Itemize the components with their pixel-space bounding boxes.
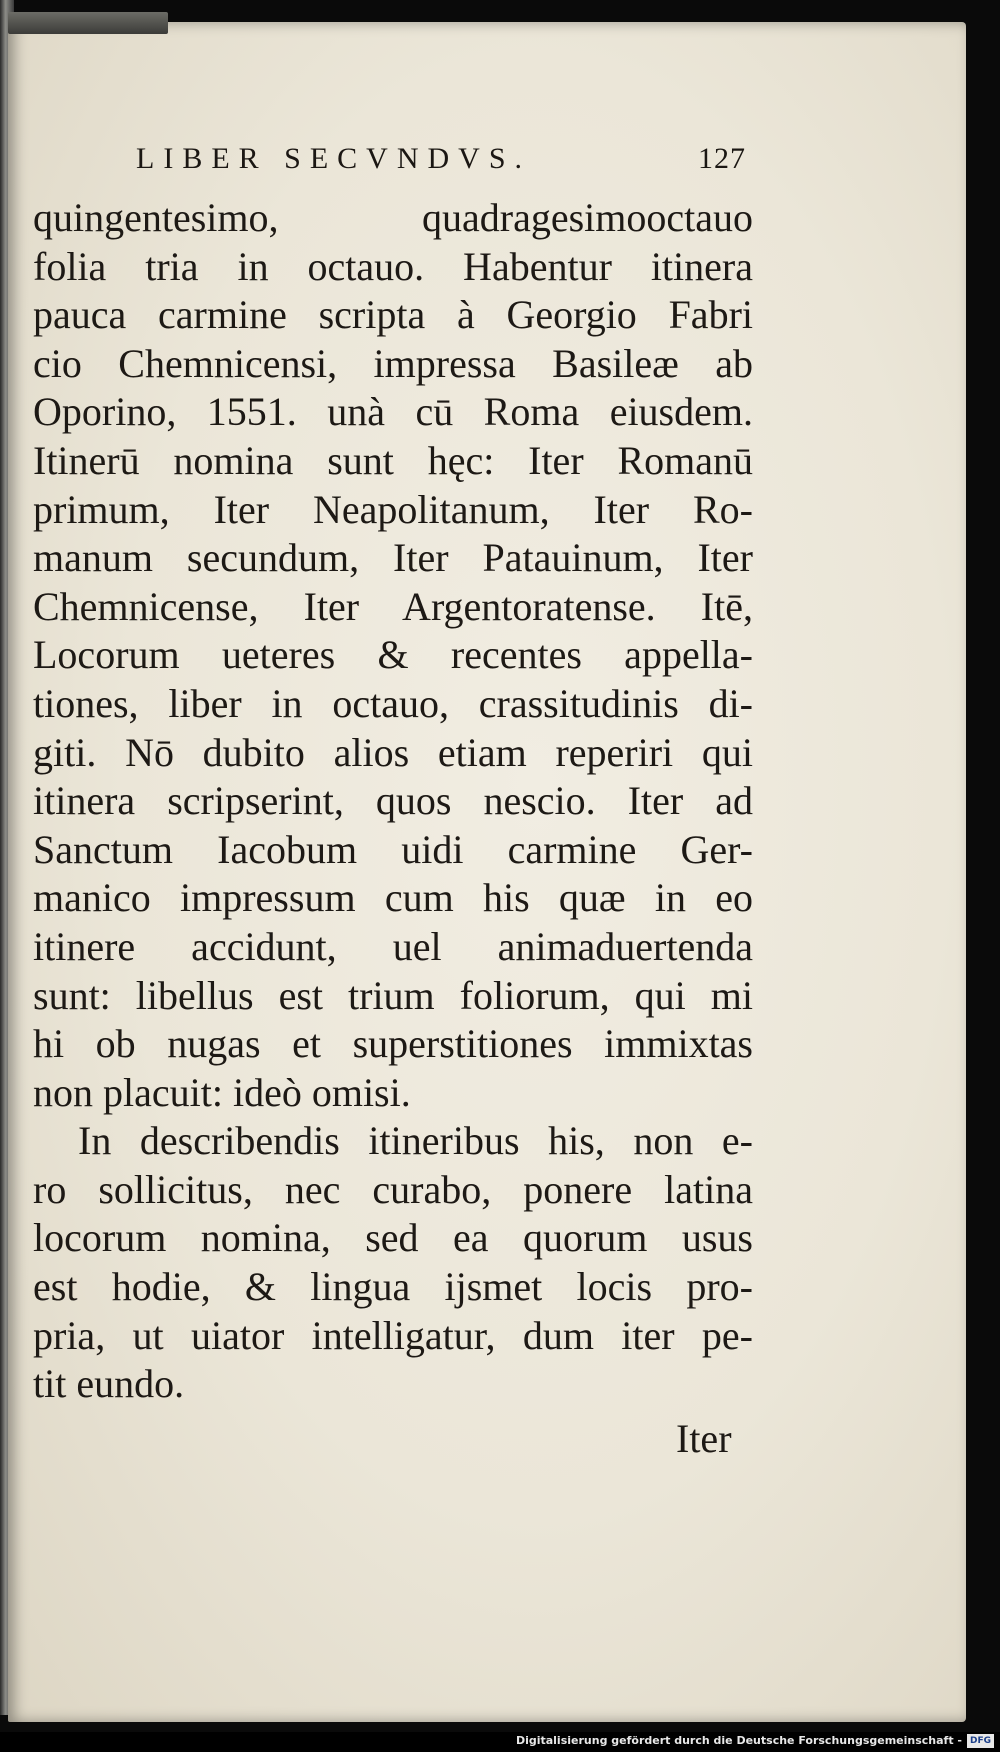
text-line: manico impressum cum his quæ in eo — [33, 875, 753, 921]
page-header — [136, 142, 746, 182]
text-line: Chemnicense, Iter Argentoratense. Itē, — [33, 583, 753, 629]
text-line: est hodie, & lingua ijsmet locis pro- — [33, 1264, 753, 1310]
text-line: manum secundum, Iter Patauinum, Iter — [33, 535, 753, 581]
text-line: folia tria in octauo. Habentur itinera — [33, 243, 753, 289]
text-line: itinera scripserint, quos nescio. Iter ad — [33, 778, 753, 824]
text-line: tiones, liber in octauo, crassitudinis di- — [33, 680, 753, 726]
text-line: In describendis itineribus his, non e- — [78, 1118, 753, 1164]
text-line: Locorum ueteres & recentes appella- — [33, 632, 753, 678]
text-line: tit eundo. — [33, 1361, 185, 1407]
text-line: non placuit: ideò omisi. — [33, 1069, 411, 1115]
text-line: Oporino, 1551. unà cū Roma eiusdem. — [33, 389, 753, 435]
page-clip — [8, 12, 168, 34]
dfg-logo: DFG — [967, 1734, 994, 1748]
text-line: quingentesimo, quadragesimooctauo — [33, 195, 753, 240]
text-line: primum, Iter Neapolitanum, Iter Ro- — [33, 486, 753, 532]
text-block — [33, 194, 753, 1409]
text-line: hi ob nugas et superstitiones immixtas — [33, 1021, 753, 1067]
text-line: Itinerū nomina sunt hęc: Iter Romanū — [33, 437, 753, 483]
digitization-credit: Digitalisierung gefördert durch die Deutsche Forschungsgemeinschaft - — [515, 1734, 962, 1747]
text-line: locorum nomina, sed ea quorum usus — [33, 1215, 753, 1261]
text-line: ro sollicitus, nec curabo, ponere latina — [33, 1166, 753, 1212]
page-number: 127 — [698, 142, 746, 175]
text-line: itinere accidunt, uel animaduertenda — [33, 923, 753, 969]
catchword: Iter — [676, 1416, 732, 1461]
text-line: giti. Nō dubito alios etiam reperiri qui — [33, 729, 753, 775]
text-line: Sanctum Iacobum uidi carmine Ger- — [33, 826, 753, 872]
text-line: cio Chemnicensi, impressa Basileæ ab — [33, 340, 753, 386]
book-page — [8, 22, 966, 1722]
text-line: pauca carmine scripta à Georgio Fabri — [33, 292, 753, 338]
running-head: LIBER SECVNDVS. — [136, 142, 532, 175]
text-line: pria, ut uiator intelligatur, dum iter pe- — [33, 1312, 753, 1358]
text-line: sunt: libellus est trium foliorum, qui mi — [33, 972, 753, 1018]
